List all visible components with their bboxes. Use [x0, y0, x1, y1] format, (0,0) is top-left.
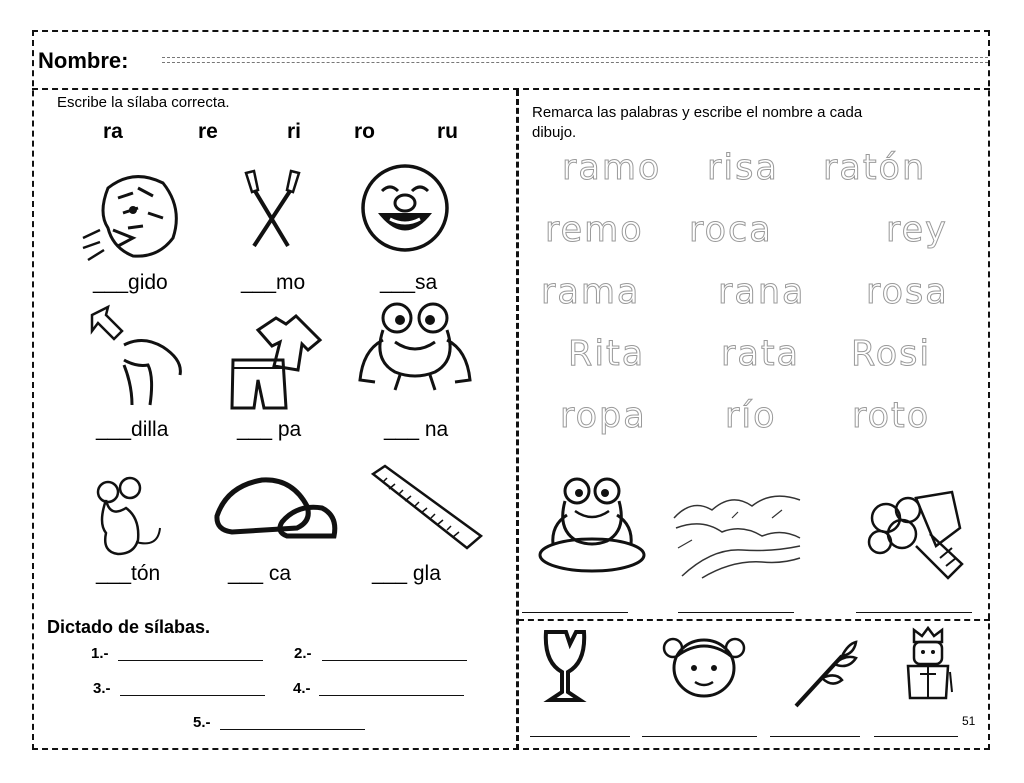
trace-word-ropa: ropa [560, 396, 647, 436]
frog-on-lily-pad-icon [537, 475, 647, 575]
left-instruction: Escribe la sílaba correcta. [57, 94, 230, 111]
answer-line-1[interactable] [522, 612, 628, 613]
tiger-icon [78, 168, 188, 268]
dictation-line-5[interactable] [220, 729, 365, 730]
name-line-2 [162, 62, 988, 63]
blank-word-7: ___tón [96, 562, 161, 585]
ruler-icon [363, 464, 485, 554]
trace-word-risa: risa [707, 148, 779, 188]
syllable-ri: ri [287, 120, 302, 143]
syllable-ro: ro [354, 120, 375, 143]
trace-word-rita: Rita [568, 334, 646, 374]
trace-word-roto: roto [852, 396, 931, 436]
trace-word-rata: rata [721, 334, 801, 374]
answer-line-3[interactable] [856, 612, 972, 613]
name-line [162, 57, 988, 58]
syllable-ru: ru [437, 120, 458, 143]
trace-word-rana: rana [718, 272, 806, 312]
dictation-line-4[interactable] [319, 695, 464, 696]
right-instruction-line1: Remarca las palabras y escribe el nombre a cada [532, 104, 863, 121]
answer-line-5[interactable] [642, 736, 757, 737]
right-section-divider [518, 619, 990, 621]
dictation-label-3: 3.- [93, 680, 111, 697]
blank-word-6: ___ na [384, 418, 449, 441]
clothes-icon [228, 310, 323, 412]
answer-line-7[interactable] [874, 736, 958, 737]
answer-line-6[interactable] [770, 736, 860, 737]
mouse-icon [88, 478, 166, 558]
laughing-face-icon [360, 163, 450, 253]
blank-word-9: ___ gla [372, 562, 441, 585]
trace-word-remo: remo [545, 210, 644, 250]
leg-icon [88, 305, 188, 415]
syllable-re: re [198, 120, 218, 143]
right-instruction-line2: dibujo. [532, 124, 577, 141]
trace-word-rio: río [725, 396, 777, 436]
trace-word-rosi: Rosi [851, 334, 932, 374]
blank-word-1: ___gido [93, 271, 168, 294]
page-number: 51 [962, 714, 976, 728]
trace-word-raton: ratón [823, 148, 927, 188]
name-label: Nombre: [38, 48, 129, 73]
dictation-label-2: 2.- [294, 645, 312, 662]
trace-word-roca: roca [689, 210, 773, 250]
dictation-label-5: 5.- [193, 714, 211, 731]
girl-face-icon [659, 630, 749, 700]
dictation-line-3[interactable] [120, 695, 265, 696]
trace-word-rey: rey [886, 210, 948, 250]
dictation-label-1: 1.- [91, 645, 109, 662]
oars-icon [236, 168, 306, 250]
trace-word-rosa: rosa [866, 272, 949, 312]
answer-line-2[interactable] [678, 612, 794, 613]
rose-bouquet-icon [856, 488, 968, 582]
blank-word-8: ___ ca [228, 562, 292, 585]
dictation-title: Dictado de sílabas. [47, 617, 211, 637]
frog-icon [355, 300, 475, 395]
rocks-icon [212, 476, 340, 542]
answer-line-4[interactable] [530, 736, 630, 737]
branch-icon [792, 636, 860, 708]
column-divider [516, 90, 519, 750]
broken-glass-icon [540, 628, 590, 706]
dictation-line-2[interactable] [322, 660, 467, 661]
header-divider [32, 88, 990, 90]
king-icon [900, 628, 956, 702]
river-landscape-icon [672, 488, 804, 580]
trace-word-ramo: ramo [562, 148, 662, 188]
blank-word-4: ___dilla [96, 418, 169, 441]
syllable-ra: ra [103, 120, 123, 143]
blank-word-2: ___mo [241, 271, 306, 294]
dictation-line-1[interactable] [118, 660, 263, 661]
blank-word-5: ___ pa [237, 418, 302, 441]
blank-word-3: ___sa [380, 271, 438, 294]
trace-word-rama: rama [541, 272, 641, 312]
dictation-label-4: 4.- [293, 680, 311, 697]
